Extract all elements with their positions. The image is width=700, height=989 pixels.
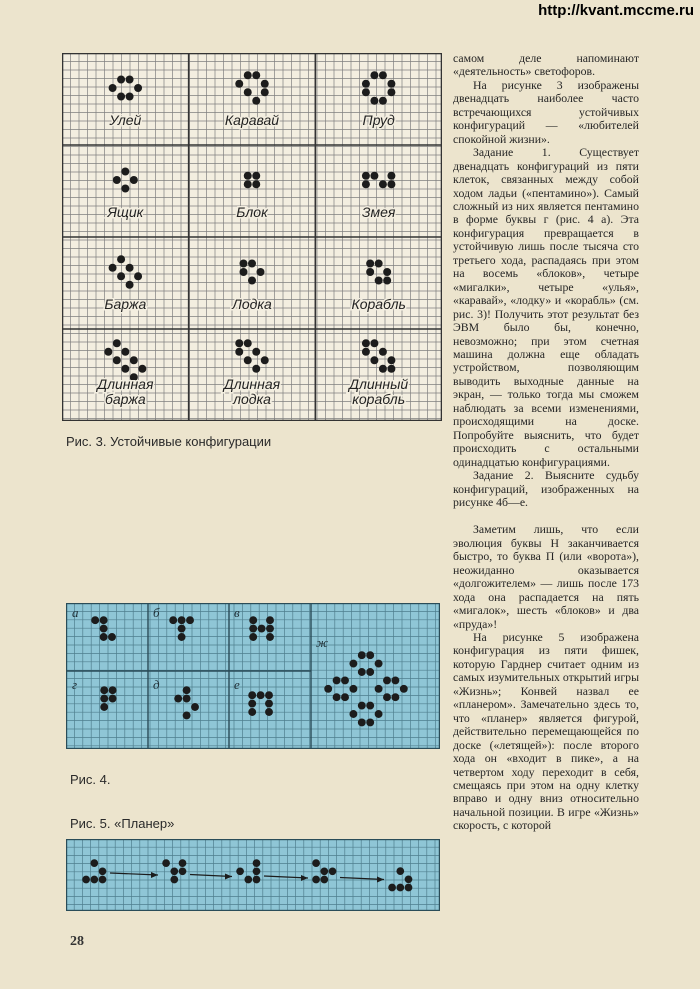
cell-marker [370,172,378,180]
cell-marker [138,365,146,373]
cell-marker [183,686,191,694]
cell-marker [383,676,391,684]
cell-marker [90,876,98,884]
cell-marker [100,686,108,694]
cell-marker [249,633,257,641]
cell-marker [349,660,357,668]
cell-marker [126,264,134,272]
cell-marker [235,348,243,356]
cell-marker [179,867,187,875]
cell-marker [134,84,142,92]
configuration-letter-label: а [72,605,79,620]
cell-marker [126,93,134,101]
cell-marker [244,71,252,79]
cell-marker [341,676,349,684]
cell-marker [258,625,266,633]
cell-marker [375,710,383,718]
cell-marker [396,867,404,875]
cell-marker [387,365,395,373]
cell-marker [362,339,370,347]
cell-marker [248,708,256,716]
cell-marker [362,88,370,96]
cell-marker [244,356,252,364]
cell-marker [179,859,187,867]
cell-marker [130,356,138,364]
cell-marker [362,348,370,356]
cell-marker [383,268,391,276]
cell-marker [265,700,273,708]
cell-marker [366,668,374,676]
cell-marker [396,884,404,892]
cell-marker [130,176,138,184]
cell-marker [178,616,186,624]
page-number: 28 [70,934,84,949]
cell-marker [253,876,261,884]
cell-marker [104,348,112,356]
cell-marker [252,71,260,79]
cell-marker [249,625,257,633]
cell-marker [113,176,121,184]
cell-marker [379,71,387,79]
cell-marker [126,281,134,289]
cell-marker [90,859,98,867]
cell-marker [134,272,142,280]
configuration-label: Улей [109,112,142,128]
cell-marker [82,876,90,884]
cell-marker [370,97,378,105]
configuration-label: Змея [361,204,396,220]
cell-marker [366,651,374,659]
cell-marker [349,685,357,693]
configuration-label: Каравай [224,112,280,128]
paragraph: На рисунке 5 изображена конфигурация из пяти фишек, которую Гарднер считает одним из самых изумительных открытий игры «Жизнь»; Конвей назвал ее «планером». Замечательно здесь то, что «планер» является фигурой, действительно перемещающейся по доске («летящей»): после второго хода он «входит в пике», а на четвертом ходу переходит в себя, смещаясь при этом на одну клетку вправо и одну вниз относительно начальной позиции. В игре «Жизнь» скорость, с которой [453,630,640,833]
cell-marker [109,695,117,703]
cell-marker [257,268,265,276]
cell-marker [358,702,366,710]
cell-marker [379,348,387,356]
cell-marker [405,875,413,883]
cell-marker [113,356,121,364]
paragraph: На рисунке 3 изображены двенадцать наиболее часто встречающихся устойчивых конфигураций — «любителей спокойной жизни». [453,77,639,146]
figure-4-caption: Рис. 4. [70,772,111,787]
cell-marker [186,616,194,624]
cell-marker [170,876,178,884]
cell-marker [252,348,260,356]
configuration-label: баржа [104,391,146,407]
cell-marker [236,867,244,875]
cell-marker [174,695,182,703]
cell-marker [333,676,341,684]
cell-marker [100,633,108,641]
figure-3-caption: Рис. 3. Устойчивые конфигурации [66,434,272,449]
configuration-letter-label: г [72,677,78,692]
cell-marker [391,676,399,684]
cell-marker [358,718,366,726]
cell-marker [366,260,374,268]
cell-marker [375,660,383,668]
cell-marker [248,700,256,708]
cell-marker [358,668,366,676]
cell-marker [400,685,408,693]
cell-marker [100,703,108,711]
cell-marker [108,633,116,641]
paragraph: самом деле напоминают «деятельность» светофоров. [453,51,639,79]
cell-marker [370,356,378,364]
cell-marker [244,339,252,347]
cell-marker [257,691,265,699]
cell-marker [191,703,199,711]
cell-marker [391,693,399,701]
cell-marker [387,180,395,188]
cell-marker [312,859,320,867]
cell-marker [244,180,252,188]
cell-marker [358,651,366,659]
cell-marker [121,185,129,193]
cell-marker [121,365,129,373]
configuration-label: Пруд [362,112,395,128]
cell-marker [324,685,332,693]
cell-marker [387,356,395,364]
cell-marker [266,616,274,624]
cell-marker [252,365,260,373]
cell-marker [388,884,396,892]
cell-marker [100,695,108,703]
cell-marker [183,711,191,719]
configuration-label: Ящик [107,204,144,220]
cell-marker [362,80,370,88]
configuration-letter-label: в [234,605,240,620]
cell-marker [248,277,256,285]
cell-marker [261,356,269,364]
cell-marker [379,365,387,373]
figure-3-stable-configurations [62,53,442,421]
cell-marker [261,80,269,88]
cell-marker [117,76,125,84]
cell-marker [370,71,378,79]
cell-marker [375,277,383,285]
configuration-letter-label: ж [316,635,329,650]
cell-marker [252,172,260,180]
configuration-label: Длинная [223,376,281,392]
cell-marker [253,867,261,875]
cell-marker [320,867,328,875]
cell-marker [240,268,248,276]
cell-marker [109,686,117,694]
cell-marker [244,88,252,96]
figure-5-glider [66,839,440,911]
configuration-letter-label: е [234,677,240,692]
cell-marker [100,625,108,633]
cell-marker [252,97,260,105]
cell-marker [235,80,243,88]
cell-marker [366,268,374,276]
cell-marker [366,718,374,726]
paragraph-task-2: Задание 2. Выясните судьбу конфигураций, изображенных на рисунке 4б—е. [453,468,639,509]
cell-marker [249,616,257,624]
configuration-letter-label: д [153,677,160,692]
configuration-label: Лодка [232,296,272,312]
cell-marker [362,172,370,180]
cell-marker [320,876,328,884]
cell-marker [341,693,349,701]
cell-marker [375,260,383,268]
cell-marker [383,693,391,701]
cell-marker [266,633,274,641]
paragraph: Заметим лишь, что если эволюция буквы Н заканчивается быстро, то буква П (или «ворота»), неожиданно оказывается «долгожителем» — лишь после 173 хода она распадается на пять «мигалок», шесть «блоков» и два «пруда»! [453,522,639,631]
cell-marker [370,339,378,347]
cell-marker [387,80,395,88]
cell-marker [178,633,186,641]
cell-marker [113,339,121,347]
cell-marker [405,884,413,892]
configuration-label: лодка [233,391,271,407]
cell-marker [100,616,108,624]
cell-marker [333,693,341,701]
cell-marker [91,616,99,624]
cell-marker [366,702,374,710]
configuration-label: Блок [236,204,268,220]
cell-marker [117,93,125,101]
cell-marker [244,876,252,884]
cell-marker [248,260,256,268]
configuration-label: Корабль [351,296,406,312]
cell-marker [99,876,107,884]
cell-marker [379,180,387,188]
cell-marker [99,867,107,875]
cell-marker [169,616,177,624]
cell-marker [387,88,395,96]
cell-marker [261,88,269,96]
cell-marker [109,264,117,272]
cell-marker [178,625,186,633]
configuration-label: Длинная [97,376,154,392]
cell-marker [329,867,337,875]
cell-marker [121,348,129,356]
cell-marker [312,876,320,884]
cell-marker [252,180,260,188]
configuration-label: Баржа [104,296,147,312]
cell-marker [117,272,125,280]
cell-marker [170,867,178,875]
cell-marker [265,708,273,716]
cell-marker [235,339,243,347]
cell-marker [162,859,170,867]
cell-marker [383,277,391,285]
cell-marker [375,685,383,693]
cell-marker [349,710,357,718]
figure-4-pentomino-configurations [66,603,440,749]
cell-marker [362,180,370,188]
source-url[interactable]: http://kvant.mccme.ru [538,2,694,19]
cell-marker [109,84,117,92]
cell-marker [379,97,387,105]
cell-marker [121,168,129,176]
cell-marker [265,691,273,699]
cell-marker [126,76,134,84]
configuration-label: корабль [352,391,406,407]
cell-marker [117,255,125,263]
configuration-letter-label: б [153,605,160,620]
cell-marker [183,695,191,703]
figure-5-caption: Рис. 5. «Планер» [70,816,175,831]
cell-marker [253,859,261,867]
cell-marker [244,172,252,180]
cell-marker [240,260,248,268]
paragraph-task-1: Задание 1. Существует двенадцать конфигураций из пяти клеток, связанных между собой ходом ладьи («пентамино»). Самый сложный из них является пентамино в форме буквы г (рис. 4 а). Эта конфигурация превращается в устойчивую лишь после тысяча сто третьего хода, распадаясь при этом на восемь «блоков», четыре «мигалки», четыре «улья», «каравай», «лодку» и «корабль» (см. рис. 3)! Получить этот результат без ЭВМ было бы, конечно, невозможно; при этом счетная машина должна еще обладать устройством, позволяющим выводить выходные данные на экран, — только тогда мы сможем наблюдать за всеми изменениями, происходящими на доске. Попробуйте выяснить, что будет происходить с остальными одинадцатью конфигурациями. [453,145,639,469]
cell-marker [248,691,256,699]
cell-marker [266,625,274,633]
configuration-label: Длинный [349,376,409,392]
article-text-column [453,52,639,833]
cell-marker [387,172,395,180]
